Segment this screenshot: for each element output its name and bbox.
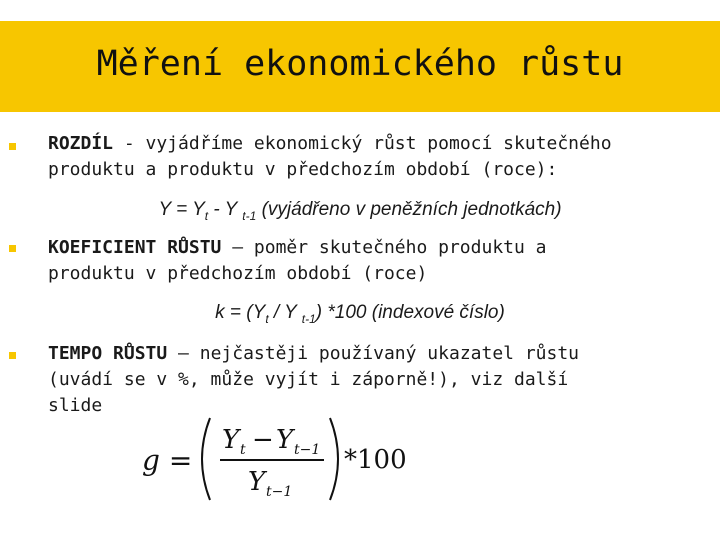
- minus-sign: −: [252, 425, 274, 455]
- bullet-marker: [9, 245, 16, 252]
- formula-lhs: g =: [142, 444, 193, 477]
- numerator-y2: Y: [276, 425, 294, 455]
- bullet-lead: KOEFICIENT RŮSTU: [48, 237, 222, 258]
- numerator-sub2: t−1: [294, 442, 321, 458]
- bullet-koeficient: [48, 235, 688, 287]
- bullet-marker: [9, 143, 16, 150]
- numerator-sub: t: [240, 442, 246, 458]
- formula-difference: $Y = Y_t - Y$ $_{t-1}$ (vyjádřeno v peněžních jednotkách): [158, 199, 562, 223]
- right-paren: [330, 418, 338, 500]
- slide-title: Měření ekonomického růstu: [96, 44, 624, 84]
- growth-rate-formula: [138, 414, 428, 504]
- formula-coefficient: $k = (Y_t / Y$ $_{t-1}$) *100 (indexové číslo): [215, 302, 505, 326]
- left-paren: [202, 418, 210, 500]
- bullet-rozdil: [48, 131, 688, 183]
- denominator-y: Y: [248, 467, 266, 497]
- denominator-sub: t−1: [266, 484, 293, 500]
- bullet-body: – nejčastěji používaný ukazatel růstu (uvádí se v %, může vyjít i záporně!), viz další slide: [48, 343, 580, 416]
- bullet-marker: [9, 352, 16, 359]
- multiplier: *100: [344, 445, 407, 475]
- bullet-body: – poměr skutečného produktu a produktu v předchozím období (roce): [48, 237, 547, 284]
- bullet-tempo: [48, 341, 688, 419]
- bullet-body: - vyjádříme ekonomický růst pomocí skutečného produktu a produktu v předchozím období (roce):: [48, 133, 612, 180]
- bullet-lead: TEMPO RŮSTU: [48, 343, 168, 364]
- numerator-y: Y: [222, 425, 240, 455]
- bullet-lead: ROZDÍL: [48, 133, 114, 154]
